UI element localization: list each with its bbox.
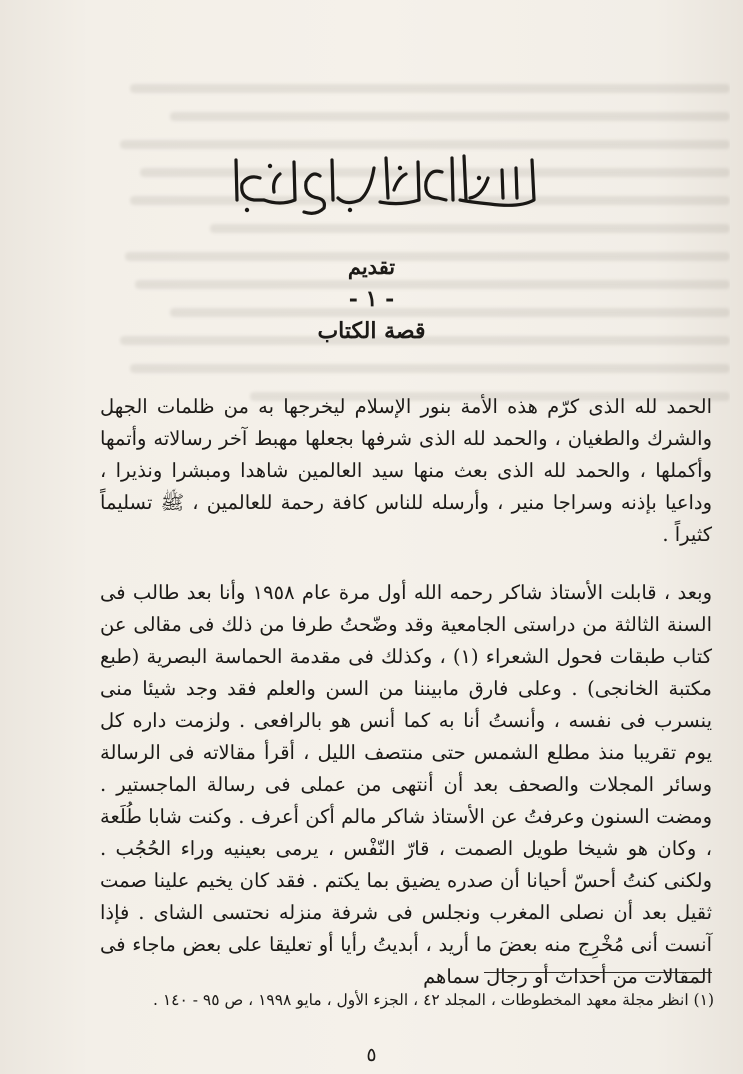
chapter-title: قصة الكتاب xyxy=(317,318,426,344)
body-text xyxy=(100,391,712,993)
paragraph-praise: الحمد لله الذى كرّم هذه الأمة بنور الإسلام ليخرجها به من ظلمات الجهل والشرك والطغيان ، والحمد لله الذى شرفها بجعلها مهبط آخر رسالاته وأتمها وأكملها ، والحمد لله الذى بعث منها سيد العالمين شاهدا ومبشرا ونذيرا ، وداعيا بإذنه وسراجا منير ، وأرسله للناس كافة رحمة للعالمين ، ﷺ تسليماً كثيراً . xyxy=(100,395,712,546)
section-number: - ١ - xyxy=(348,286,395,312)
bleed-through-texture xyxy=(90,70,730,430)
footnote-divider xyxy=(484,972,712,973)
page-number: ٥ xyxy=(366,1044,377,1066)
basmala-calligraphy xyxy=(220,148,550,218)
paragraph-story: وبعد ، قابلت الأستاذ شاكر رحمه الله أول مرة عام ١٩٥٨ وأنا بعد طالب فى السنة الثالثة من دراستى الجامعية وقد وضّحتُ طرفا من ذلك فى مقالى عن كتاب طبقات فحول الشعراء (١) ، وكذلك فى مقدمة الحماسة البصرية (طبع مكتبة الخانجى) . وعلى فارق مابيننا من السن والعلم فقد وجد شيئا منى ينسرب فى نفسه ، وأنستُ أنا به كما أنس هو بالرافعى . ولزمت داره كل يوم تقريبا منذ مطلع الشمس حتى منتصف الليل ، أقرأ مقالاته فى الرسالة وسائر المجلات والصحف بعد أن أنتهى من عملى فى رسالة الماجستير . ومضت السنون وعرفتُ عن الأستاذ شاكر مالم أكن أعرف . وكنت شابا طُلَعة ، وكان هو شيخا طويل الصمت ، قارّ النّفْس ، يرمى بعينيه وراء الحُجُب . ولكنى كنتُ أحسّ أحيانا أن صدره يضيق بما يكتم . فقد كان يخيم علينا صمت ثقيل بعد أن نصلى المغرب ونجلس فى شرفة منزله نحتسى الشاى . فإذا آنست أنى مُخْرِج منه بعضَ ما أريد ، أبديتُ رأيا أو تعليقا على بعض ماجاء فى المقالات من أحداث أو رجال سماهم xyxy=(100,581,712,988)
footnote: (١) انظر مجلة معهد المخطوطات ، المجلد ٤٢ ، الجزء الأول ، مايو ١٩٩٨ ، ص ٩٥ - ١٤٠ . xyxy=(152,991,714,1009)
section-label: تقديم xyxy=(347,254,396,279)
